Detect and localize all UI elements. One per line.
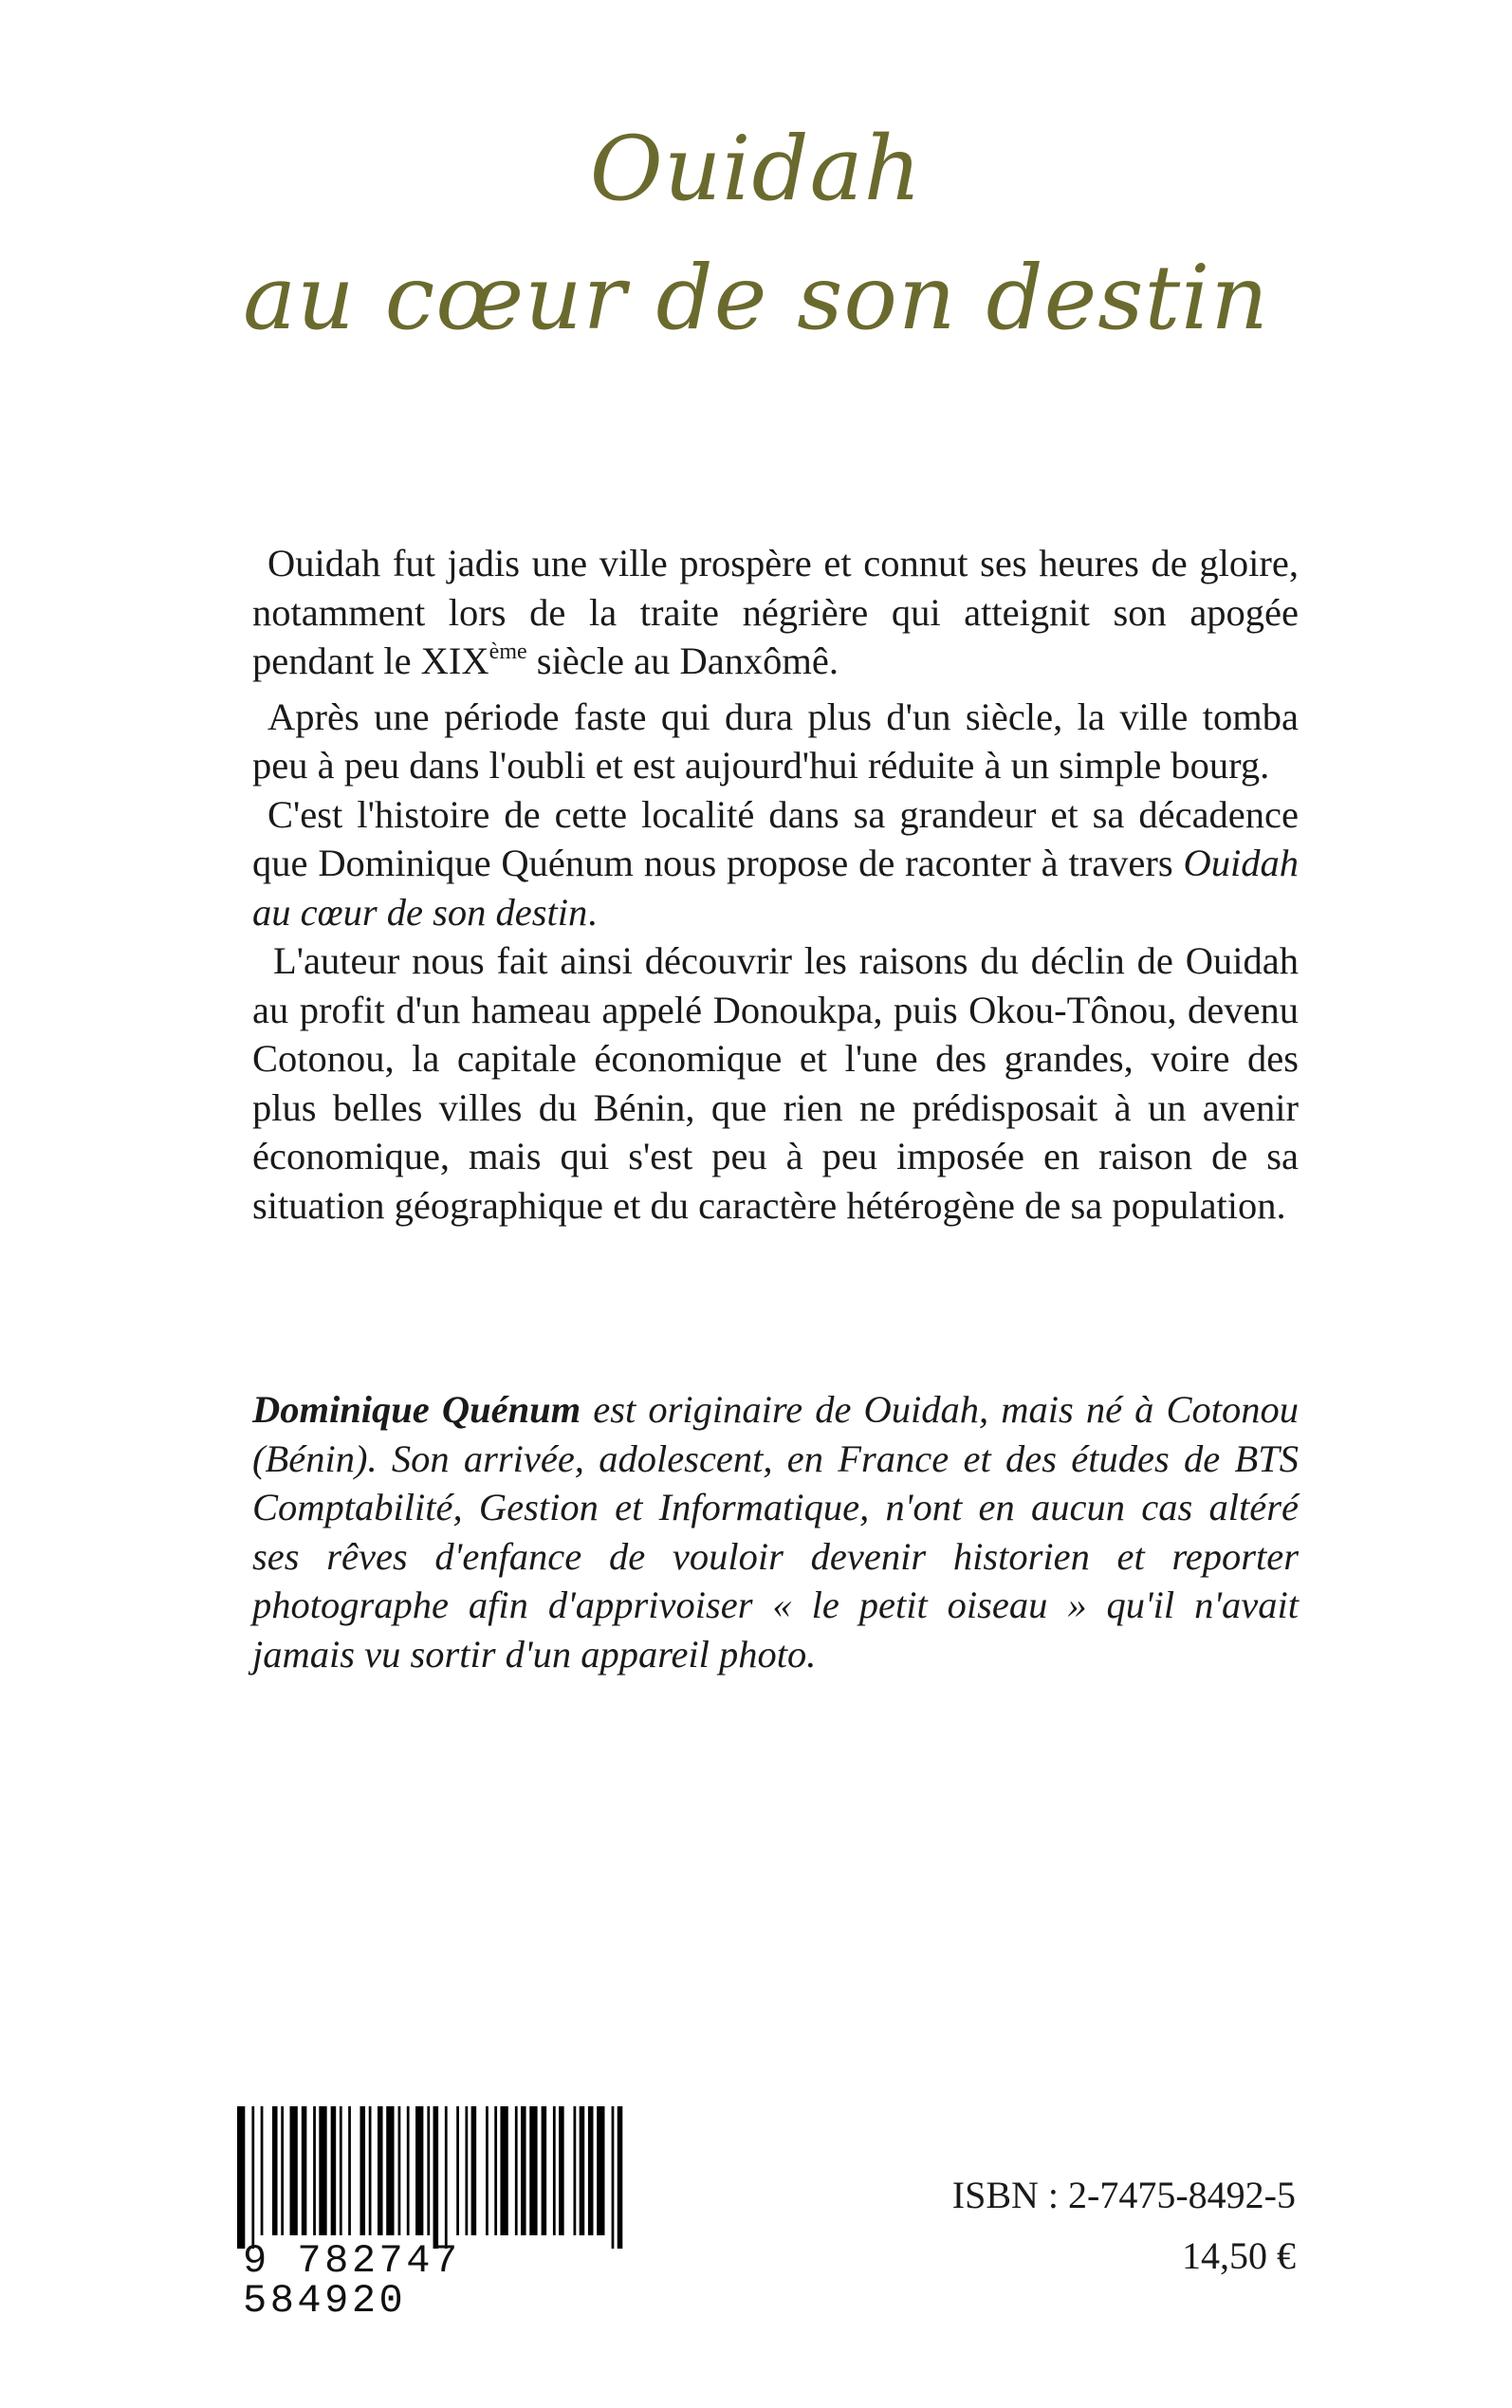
barcode-bar	[289, 2106, 297, 2235]
description-paragraph-3	[252, 790, 1299, 937]
price-label: 14,50 €	[1182, 2234, 1296, 2277]
barcode-bar	[500, 2106, 507, 2235]
barcode-bar	[456, 2106, 459, 2235]
author-bio	[252, 1385, 1299, 1678]
description-p3-text: C'est l'histoire de cette localité dans sa grandeur et sa décadence que Dominique Quénum nous propose de raconter à travers	[252, 792, 1299, 884]
title-line-2: au cœur de son destin	[243, 247, 1269, 350]
barcode-bar	[251, 2106, 254, 2249]
description-paragraph-1	[252, 539, 1299, 693]
barcode-bar	[529, 2106, 537, 2235]
barcode-bar	[386, 2106, 394, 2235]
barcode-bar	[302, 2106, 307, 2235]
barcode-bar	[597, 2106, 604, 2235]
barcode-bar	[281, 2106, 284, 2235]
description-p3-tail: .	[587, 890, 598, 934]
barcode-bar	[415, 2106, 423, 2235]
barcode-bar	[553, 2106, 556, 2235]
barcode-bar	[618, 2106, 623, 2249]
book-title-reference: Ouidah au cœur de son destin	[252, 842, 1299, 934]
barcode-bar	[612, 2106, 615, 2249]
barcode-bar	[360, 2106, 365, 2235]
barcode-bar	[407, 2106, 410, 2235]
barcode-bar	[340, 2106, 342, 2235]
description-paragraph-2: Après une période faste qui dura plus d'un siècle, la ville tomba peu à peu dans l'oubli et est aujourd'hui réduite à un simple bourg.	[252, 695, 1299, 787]
title-line-1: Ouidah	[589, 118, 923, 221]
barcode-bar	[272, 2106, 278, 2235]
barcode-bar	[445, 2106, 448, 2249]
description-p1-text: Ouidah fut jadis une ville prospère et connut ses heures de gloire, notamment lors de la traite négrière qui atteignit son apogée pendant le XIX	[252, 542, 1299, 682]
barcode-bar	[486, 2106, 489, 2235]
barcode-bar	[369, 2106, 372, 2235]
barcode-bar	[494, 2106, 497, 2235]
barcode-bar	[465, 2106, 468, 2235]
barcode-digits: 9 782747 584920	[243, 2238, 461, 2324]
barcode-bar	[378, 2106, 383, 2235]
barcode-bar	[574, 2106, 577, 2235]
barcode-bar	[313, 2106, 316, 2235]
barcode-bar	[521, 2106, 526, 2235]
barcode-bar	[515, 2106, 518, 2235]
barcode-bar	[398, 2106, 401, 2235]
barcode-bar	[542, 2106, 547, 2235]
book-description	[252, 539, 1299, 1230]
description-paragraph-4: L'auteur nous fait ainsi découvrir les raisons du déclin de Ouidah au profit d'un hameau appelé Donoukpa, puis Okou-Tônou, devenu Cotonou, la capitale économique et l'une des grandes, voire des plus belles villes du Bénin, que rien ne prédisposait à un avenir économique, mais qui s'est peu à peu imposée en raison de sa situation géographique et du caractère hétérogène de sa population.	[252, 939, 1299, 1227]
barcode-bar	[580, 2106, 585, 2235]
author-bio-text: est originaire de Ouidah, mais né à Cotonou (Bénin). Son arrivée, adolescent, en France et des études de BTS Comptabilité, Gestion et Informatique, n'ont en aucun cas altéré ses rêves d'enfance de vouloir devenir historien et reporter photographe afin d'apprivoiser « le petit oiseau » qu'il n'avait jamais vu sortir d'un appareil photo.	[252, 1388, 1300, 1676]
isbn-label: ISBN : 2-7475-8492-5	[951, 2174, 1296, 2216]
ordinal-superscript: ème	[489, 639, 527, 664]
barcode-bar	[331, 2106, 337, 2235]
barcode-bar	[427, 2106, 430, 2235]
barcode-bar	[559, 2106, 564, 2235]
barcode-bar	[261, 2106, 264, 2235]
author-name: Dominique Quénum	[252, 1388, 581, 1431]
barcode-bar	[237, 2106, 245, 2249]
barcode-bar	[319, 2106, 326, 2235]
barcode-bar	[348, 2106, 351, 2235]
description-p1-tail: siècle au Danxômê.	[526, 639, 839, 682]
barcode-bar	[433, 2106, 439, 2249]
barcode-bar	[588, 2106, 594, 2235]
author-bio-paragraph	[252, 1385, 1299, 1678]
barcode-bar	[471, 2106, 477, 2235]
